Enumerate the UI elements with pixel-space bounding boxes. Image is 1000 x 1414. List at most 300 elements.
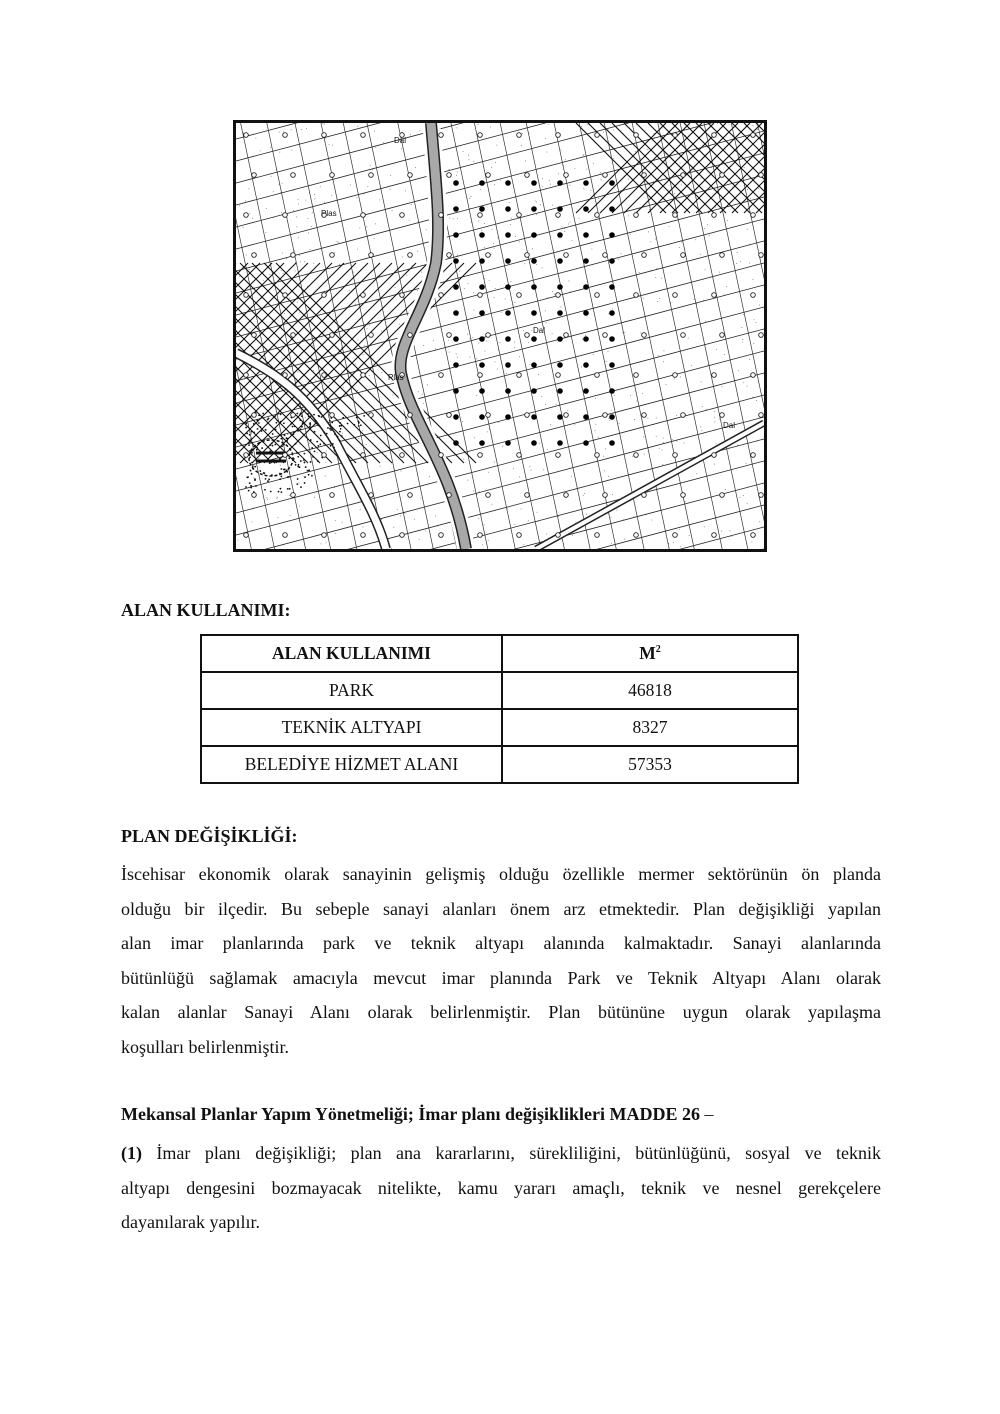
map-stipple [759, 521, 760, 522]
map-stipple [650, 241, 651, 242]
map-stipple [653, 181, 654, 182]
map-stipple [339, 264, 340, 265]
parcel-marker [330, 173, 335, 178]
map-stipple [700, 426, 701, 427]
map-stipple [435, 515, 436, 516]
zone-dot [268, 417, 270, 419]
map-stipple [550, 424, 551, 425]
map-stipple [397, 509, 398, 510]
map-stipple [293, 210, 294, 211]
paragraph-line: alan imar planlarında park ve teknik altyapı alanında kalmaktadır. Sanayi alanlarında [121, 933, 881, 954]
map-stipple [679, 529, 680, 530]
parcel-marker [486, 413, 491, 418]
map-stipple [519, 241, 520, 242]
map-stipple [415, 167, 416, 168]
map-stipple [542, 267, 543, 268]
park-dot [479, 414, 485, 420]
zone-dot [309, 426, 311, 428]
paragraph-line: altyapı dengesini bozmayacak nitelikte, kamu yararı amaçlı, teknik ve nesnel gerekçelere [121, 1177, 881, 1198]
map-stipple [478, 343, 479, 344]
map-stipple [453, 218, 454, 219]
zone-dot [307, 413, 309, 415]
map-stipple [541, 396, 542, 397]
zone-dot [311, 447, 313, 449]
zone-dot [286, 440, 288, 442]
parcel-marker [720, 493, 725, 498]
parcel-marker [751, 453, 756, 458]
parcel-marker [408, 413, 413, 418]
map-stipple [648, 231, 649, 232]
map-stipple [487, 431, 488, 432]
map-stipple [738, 370, 739, 371]
map-stipple [725, 149, 726, 150]
map-stipple [688, 338, 689, 339]
zone-dot [253, 423, 255, 425]
parcel-marker [517, 533, 522, 538]
map-stipple [759, 171, 760, 172]
zoning-map [233, 120, 767, 552]
parcel-marker [642, 173, 647, 178]
map-stipple [304, 261, 305, 262]
map-stipple [334, 252, 335, 253]
zone-dot [251, 431, 253, 433]
table-header-row [201, 635, 798, 672]
map-stipple [683, 442, 684, 443]
park-dot [609, 336, 615, 342]
map-stipple [572, 535, 573, 536]
parcel-marker [759, 173, 764, 178]
map-stipple [379, 199, 380, 200]
map-stipple [421, 272, 422, 273]
parcel-marker [478, 453, 483, 458]
map-stipple [510, 281, 511, 282]
map-stipple [298, 371, 299, 372]
zone-dot [363, 415, 365, 417]
map-stipple [705, 269, 706, 270]
zone-dot [251, 462, 253, 464]
map-stipple [714, 411, 715, 412]
table-row [201, 746, 798, 783]
map-stipple [402, 257, 403, 258]
parcel-marker [408, 333, 413, 338]
parcel-marker [322, 373, 327, 378]
map-stipple [747, 503, 748, 504]
map-stipple [663, 438, 664, 439]
zone-dot [288, 457, 290, 459]
map-label: Dal [723, 421, 736, 430]
zone-dot [353, 424, 355, 426]
map-stipple [249, 269, 250, 270]
parcel-line [236, 373, 764, 513]
zone-dot [303, 459, 305, 461]
map-stipple [608, 313, 609, 314]
map-stipple [306, 470, 307, 471]
clause-text: İmar planı değişikliği; plan ana kararlarını, sürekliliğini, bütünlüğünü, sosyal ve teknik [142, 1143, 881, 1163]
park-dot [531, 284, 537, 290]
map-stipple [537, 512, 538, 513]
park-dot [531, 388, 537, 394]
map-stipple [663, 442, 664, 443]
map-stipple [743, 495, 744, 496]
map-stipple [706, 409, 707, 410]
zone-dot [358, 420, 360, 422]
map-stipple [749, 359, 750, 360]
map-stipple [426, 229, 427, 230]
map-stipple [635, 151, 636, 152]
map-stipple [287, 434, 288, 435]
map-stipple [366, 226, 367, 227]
zone-dot [296, 452, 298, 454]
parcel-marker [681, 333, 686, 338]
map-stipple [459, 271, 460, 272]
park-dot [557, 362, 563, 368]
parcel-marker [244, 533, 249, 538]
map-stipple [495, 288, 496, 289]
parcel-marker [291, 413, 296, 418]
zone-dot [262, 413, 264, 415]
park-dot [557, 388, 563, 394]
zone-dot [294, 425, 296, 427]
map-stipple [752, 279, 753, 280]
parcel-marker [759, 493, 764, 498]
map-stipple [514, 524, 515, 525]
map-stipple [253, 477, 254, 478]
zone-dot [305, 466, 307, 468]
map-stipple [717, 123, 718, 124]
map-stipple [554, 294, 555, 295]
map-stipple [246, 254, 247, 255]
parcel-marker [634, 213, 639, 218]
map-stipple [705, 321, 706, 322]
map-stipple [758, 188, 759, 189]
zone-dot [275, 422, 277, 424]
map-stipple [329, 382, 330, 383]
zone-dot [358, 425, 360, 427]
zone-dot [300, 460, 302, 462]
zone-dot [319, 443, 321, 445]
map-stipple [655, 239, 656, 240]
parcel-marker [447, 413, 452, 418]
map-stipple [409, 220, 410, 221]
zone-dot [313, 414, 315, 416]
parcel-marker [556, 373, 561, 378]
parcel-marker [439, 373, 444, 378]
map-stipple [464, 288, 465, 289]
zone-dot [256, 419, 258, 421]
map-stipple [360, 509, 361, 510]
park-dot [505, 414, 511, 420]
zone-dot [297, 430, 299, 432]
cell-use: PARK [201, 672, 502, 709]
map-stipple [746, 463, 747, 464]
parcel-marker [322, 533, 327, 538]
map-stipple [661, 179, 662, 180]
map-stipple [281, 212, 282, 213]
parcel-marker [634, 133, 639, 138]
zone-dot [259, 426, 261, 428]
map-stipple [419, 130, 420, 131]
map-stipple [545, 138, 546, 139]
map-stipple [552, 333, 553, 334]
parcel-marker [330, 253, 335, 258]
park-dot [505, 284, 511, 290]
map-stipple [255, 138, 256, 139]
map-stipple [552, 205, 553, 206]
zone-dot [340, 425, 342, 427]
map-stipple [282, 253, 283, 254]
map-stipple [719, 419, 720, 420]
map-stipple [325, 542, 326, 543]
parcel-marker [673, 213, 678, 218]
map-stipple [570, 185, 571, 186]
map-stipple [753, 343, 754, 344]
parcel-marker [642, 333, 647, 338]
zone-dot [277, 420, 279, 422]
map-stipple [493, 243, 494, 244]
map-stipple [695, 239, 696, 240]
parcel-marker [439, 453, 444, 458]
zone-dot [304, 462, 306, 464]
parcel-marker [517, 213, 522, 218]
map-stipple [251, 433, 252, 434]
map-stipple [632, 456, 633, 457]
zone-dot [339, 431, 341, 433]
parcel-line [236, 527, 764, 549]
map-stipple [356, 197, 357, 198]
zone-dot [301, 426, 303, 428]
paragraph-line: olduğu bir ilçedir. Bu sebeple sanayi alanları önem arz etmektedir. Plan değişikliği yapılan [121, 898, 881, 919]
zone-dot [258, 414, 260, 416]
map-stipple [513, 468, 514, 469]
map-stipple [302, 460, 303, 461]
zone-dot [280, 476, 282, 478]
park-dot [609, 206, 615, 212]
map-stipple [756, 322, 757, 323]
map-stipple [364, 345, 365, 346]
map-stipple [610, 517, 611, 518]
parcel-marker [556, 533, 561, 538]
map-stipple [510, 224, 511, 225]
zone-dot [257, 428, 259, 430]
map-stipple [509, 202, 510, 203]
parcel-marker [634, 373, 639, 378]
map-stipple [582, 339, 583, 340]
map-stipple [258, 458, 259, 459]
park-dot [609, 258, 615, 264]
map-stipple [749, 263, 750, 264]
map-stipple [737, 445, 738, 446]
map-stipple [595, 424, 596, 425]
map-stipple [571, 240, 572, 241]
map-stipple [336, 241, 337, 242]
map-stipple [564, 231, 565, 232]
map-stipple [456, 353, 457, 354]
parcel-marker [322, 293, 327, 298]
map-stipple [593, 354, 594, 355]
parcel-marker [603, 413, 608, 418]
table-row [201, 709, 798, 746]
map-stipple [552, 291, 553, 292]
map-stipple [663, 361, 664, 362]
park-dot [583, 414, 589, 420]
parcel-marker [408, 173, 413, 178]
column-header-use: ALAN KULLANIMI [201, 635, 502, 672]
map-stipple [571, 476, 572, 477]
zone-dot [310, 439, 312, 441]
map-stipple [618, 259, 619, 260]
parcel-marker [681, 173, 686, 178]
zone-dot [247, 476, 249, 478]
map-stipple [404, 513, 405, 514]
park-dot [557, 414, 563, 420]
parcel-marker [447, 493, 452, 498]
map-stipple [296, 216, 297, 217]
map-stipple [681, 241, 682, 242]
map-stipple [694, 299, 695, 300]
map-stipple [250, 328, 251, 329]
map-stipple [611, 410, 612, 411]
map-stipple [427, 384, 428, 385]
map-label: Plas [388, 373, 404, 382]
zone-dot [326, 433, 328, 435]
zone-dot [316, 441, 318, 443]
park-dot [505, 232, 511, 238]
zone-dot [278, 491, 280, 493]
map-stipple [598, 437, 599, 438]
zone-dot [308, 474, 310, 476]
map-stipple [273, 191, 274, 192]
zone-dot [256, 449, 258, 451]
parcel-marker [283, 453, 288, 458]
map-stipple [305, 417, 306, 418]
map-stipple [336, 399, 337, 400]
parcel-marker [330, 493, 335, 498]
map-stipple [556, 404, 557, 405]
map-label: Dal [533, 326, 546, 335]
map-stipple [266, 497, 267, 498]
park-dot [479, 206, 485, 212]
zone-dot [286, 471, 288, 473]
map-stipple [514, 347, 515, 348]
map-stipple [618, 423, 619, 424]
map-stipple [478, 518, 479, 519]
map-stipple [560, 306, 561, 307]
map-stipple [701, 381, 702, 382]
map-stipple [535, 201, 536, 202]
section-heading-land-use: ALAN KULLANIMI: [121, 600, 291, 620]
park-dot [531, 362, 537, 368]
parcel-marker [564, 333, 569, 338]
map-label: Dal [394, 136, 407, 145]
parcel-marker [283, 213, 288, 218]
map-stipple [689, 535, 690, 536]
map-stipple [601, 179, 602, 180]
map-stipple [248, 188, 249, 189]
map-stipple [542, 178, 543, 179]
zone-dot [306, 436, 308, 438]
map-stipple [281, 183, 282, 184]
parcel-marker [252, 333, 257, 338]
map-stipple [528, 342, 529, 343]
map-stipple [643, 436, 644, 437]
map-stipple [326, 451, 327, 452]
map-stipple [630, 234, 631, 235]
map-stipple [332, 145, 333, 146]
map-stipple [494, 184, 495, 185]
park-dot [583, 180, 589, 186]
zone-dot [300, 428, 302, 430]
map-stipple [642, 393, 643, 394]
map-stipple [494, 461, 495, 462]
zone-dot [271, 445, 273, 447]
zone-dot [269, 444, 271, 446]
map-stipple [309, 443, 310, 444]
map-stipple [522, 133, 523, 134]
zone-dot [300, 486, 302, 488]
map-stipple [586, 514, 587, 515]
map-stipple [663, 350, 664, 351]
parcel-marker [408, 253, 413, 258]
map-stipple [583, 495, 584, 496]
zone-dot [333, 447, 335, 449]
park-dot [531, 440, 537, 446]
map-stipple [281, 270, 282, 271]
map-stipple [298, 237, 299, 238]
map-stipple [656, 418, 657, 419]
map-stipple [574, 168, 575, 169]
map-stipple [469, 357, 470, 358]
regulation-title: Mekansal Planlar Yapım Yönetmeliği; İmar planı değişiklikleri MADDE 26 [121, 1104, 701, 1124]
zone-dot [264, 489, 266, 491]
zone-dot [249, 441, 251, 443]
parcel-marker [439, 133, 444, 138]
map-stipple [584, 493, 585, 494]
map-stipple [536, 264, 537, 265]
map-stipple [414, 519, 415, 520]
parcel-marker [642, 493, 647, 498]
zone-dot [249, 439, 251, 441]
parcel-marker [525, 253, 530, 258]
parcel-marker [525, 493, 530, 498]
park-dot [557, 284, 563, 290]
map-stipple [476, 395, 477, 396]
map-stipple [545, 310, 546, 311]
park-dot [479, 362, 485, 368]
map-stipple [594, 430, 595, 431]
park-dot [557, 180, 563, 186]
map-stipple [481, 230, 482, 231]
map-stipple [335, 533, 336, 534]
map-stipple [375, 147, 376, 148]
cell-use: BELEDİYE HİZMET ALANI [201, 746, 502, 783]
map-stipple [399, 324, 400, 325]
map-stipple [357, 249, 358, 250]
map-stipple [405, 190, 406, 191]
map-stipple [449, 218, 450, 219]
map-stipple [628, 215, 629, 216]
table-row [201, 672, 798, 709]
parcel-marker [478, 293, 483, 298]
map-stipple [314, 497, 315, 498]
park-dot [453, 258, 459, 264]
park-dot [609, 284, 615, 290]
park-dot [479, 388, 485, 394]
parcel-marker [525, 173, 530, 178]
map-stipple [495, 162, 496, 163]
zone-dot [317, 445, 319, 447]
map-stipple [726, 286, 727, 287]
map-stipple [511, 218, 512, 219]
